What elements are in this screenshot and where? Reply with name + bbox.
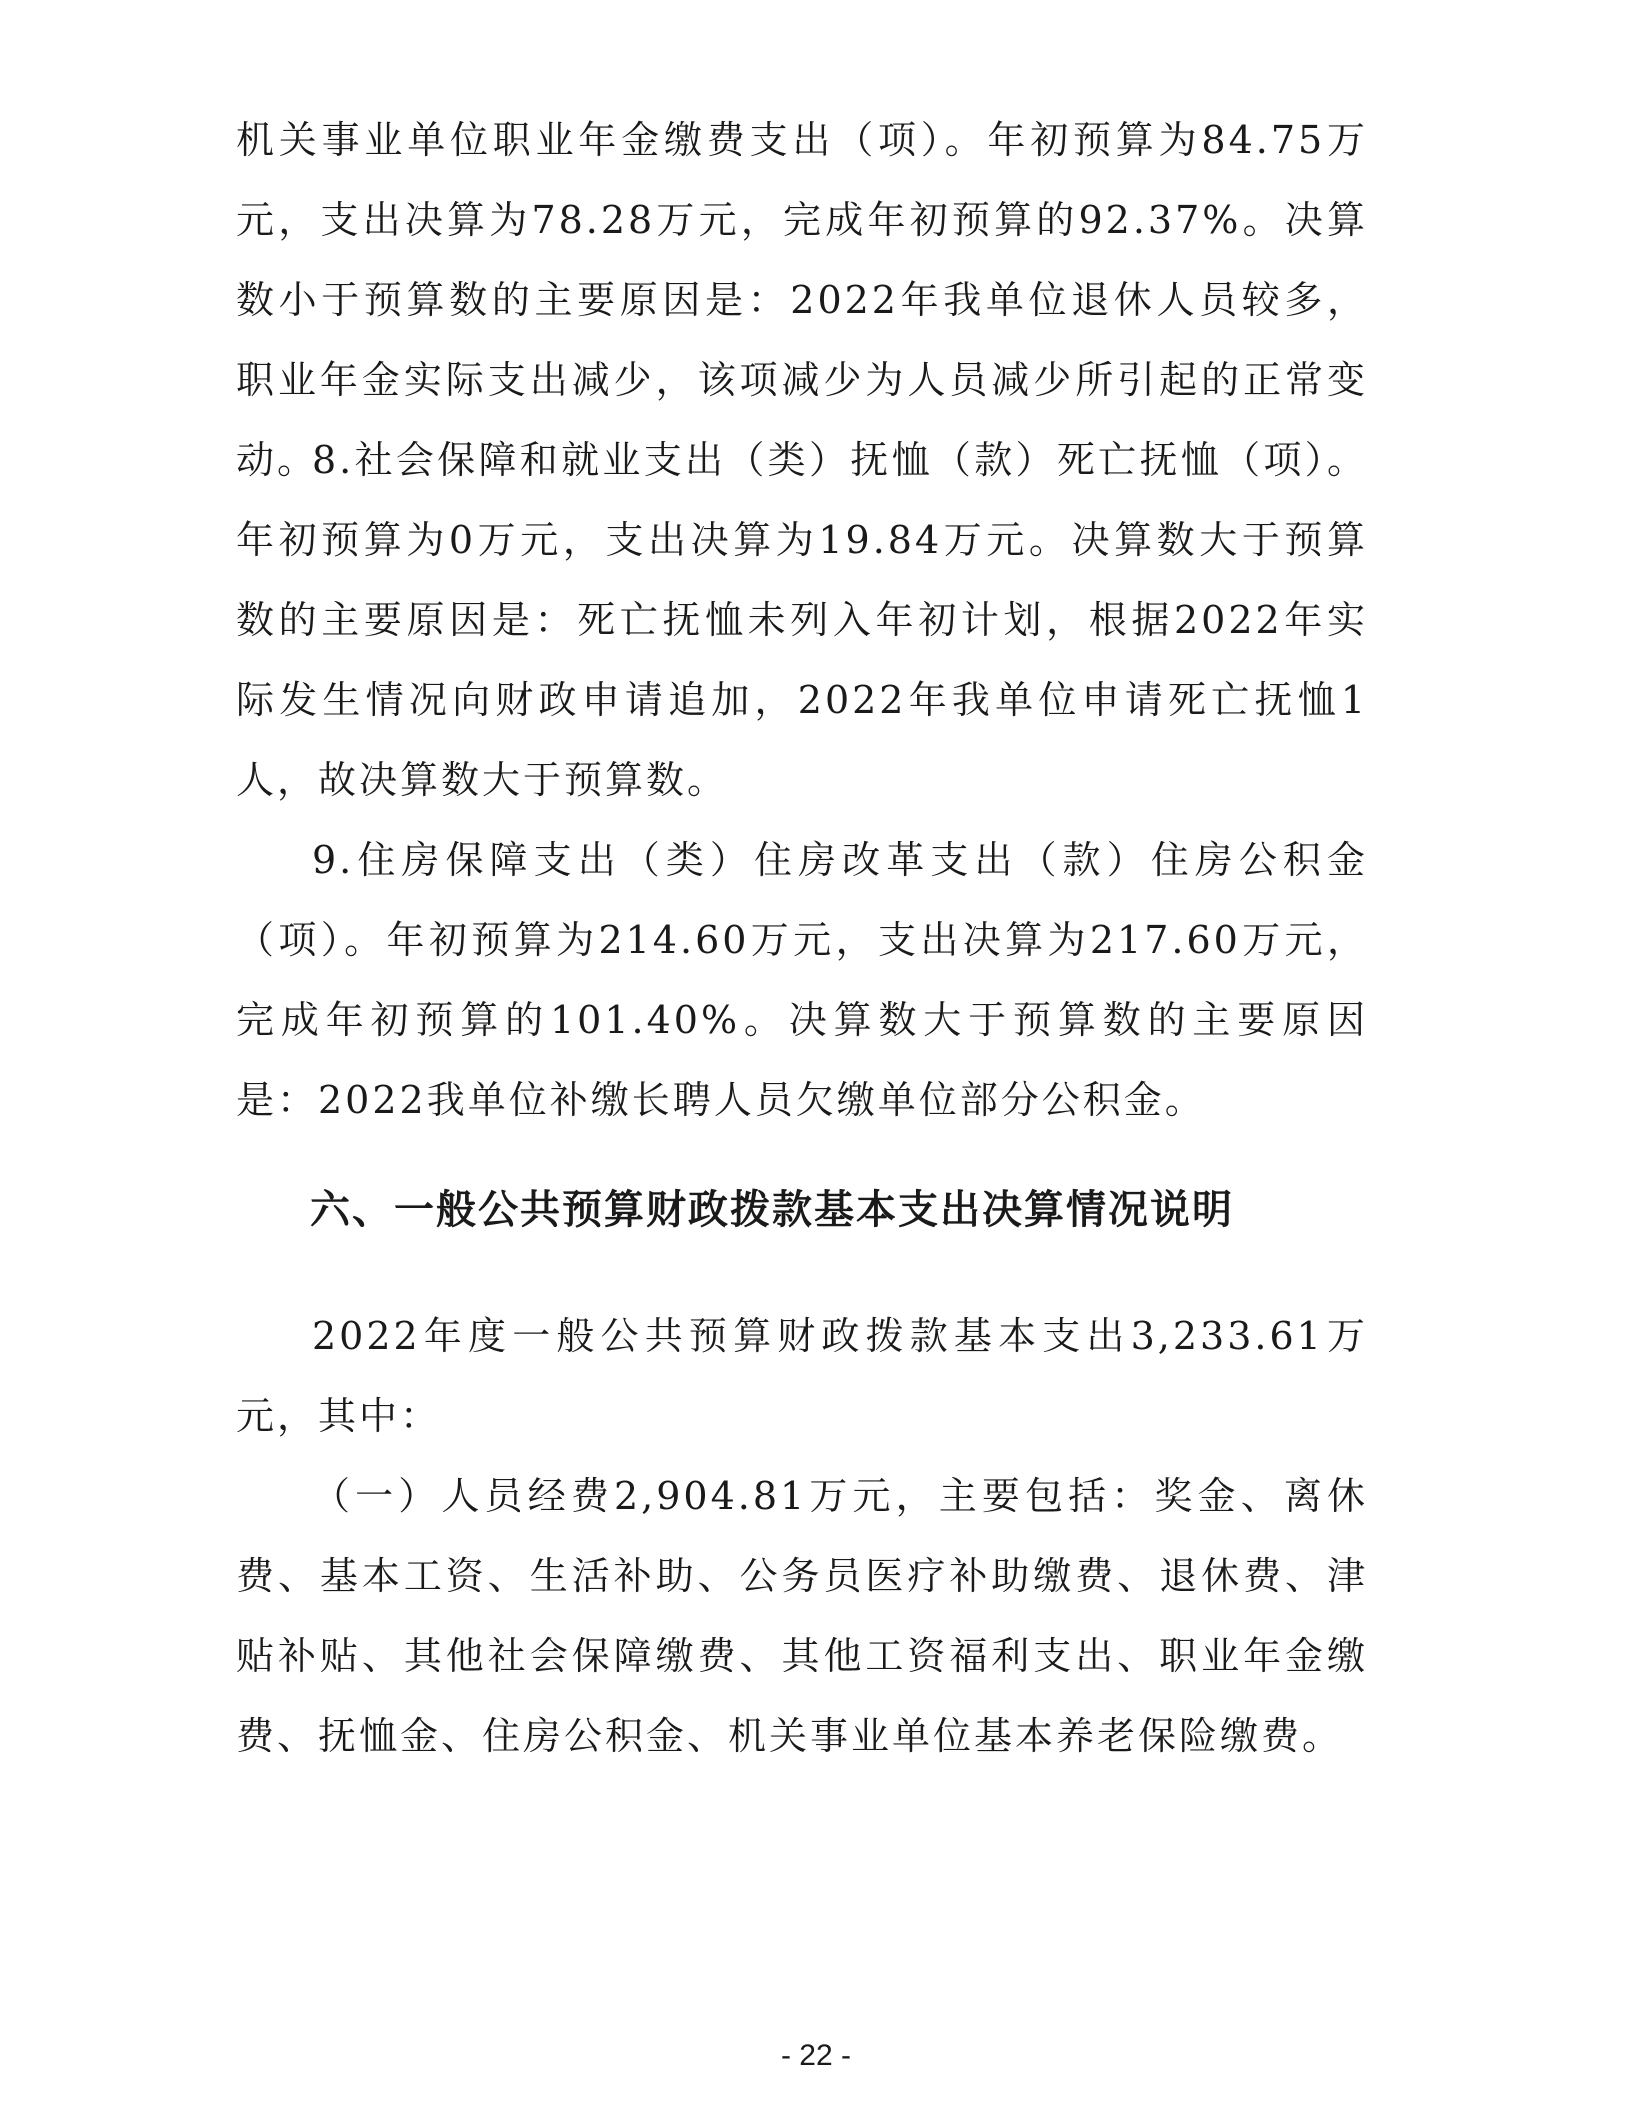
paragraph-death-pension: 8.社会保障和就业支出（类）抚恤（款）死亡抚恤（项）。年初预算为0万元，支出决算为19.84万元。决算数大于预算数的主要原因是：死亡抚恤未列入年初计划，根据2022年实际发生情况向财政申请追加，2022年我单位申请死亡抚恤1人，故决算数大于预算数。 (236, 438, 1368, 802)
paragraph-housing-fund: 9.住房保障支出（类）住房改革支出（款）住房公积金（项）。年初预算为214.60万元，支出决算为217.60万元，完成年初预算的101.40%。决算数大于预算数的主要原因是：2022我单位补缴长聘人员欠缴单位部分公积金。 (236, 838, 1368, 1122)
page-number: - 22 - (780, 2039, 852, 2072)
paragraph-basic-expenditure-total: 2022年度一般公共预算财政拨款基本支出3,233.61万元，其中： (236, 1314, 1368, 1438)
paragraph-occupational-annuity: 机关事业单位职业年金缴费支出（项）。年初预算为84.75万元，支出决算为78.28万元，完成年初预算的92.37%。决算数小于预算数的主要原因是：2022年我单位退休人员较多，职业年金实际支出减少，该项减少为人员减少所引起的正常变动。 (236, 118, 1368, 482)
paragraph-personnel-expenses: （一）人员经费2,904.81万元，主要包括：奖金、离休费、基本工资、生活补助、公务员医疗补助缴费、退休费、津贴补贴、其他社会保障缴费、其他工资福利支出、职业年金缴费、抚恤金、住房公积金、机关事业单位基本养老保险缴费。 (236, 1474, 1368, 1758)
section-heading: 六、一般公共预算财政拨款基本支出决算情况说明 (310, 1187, 1234, 1233)
